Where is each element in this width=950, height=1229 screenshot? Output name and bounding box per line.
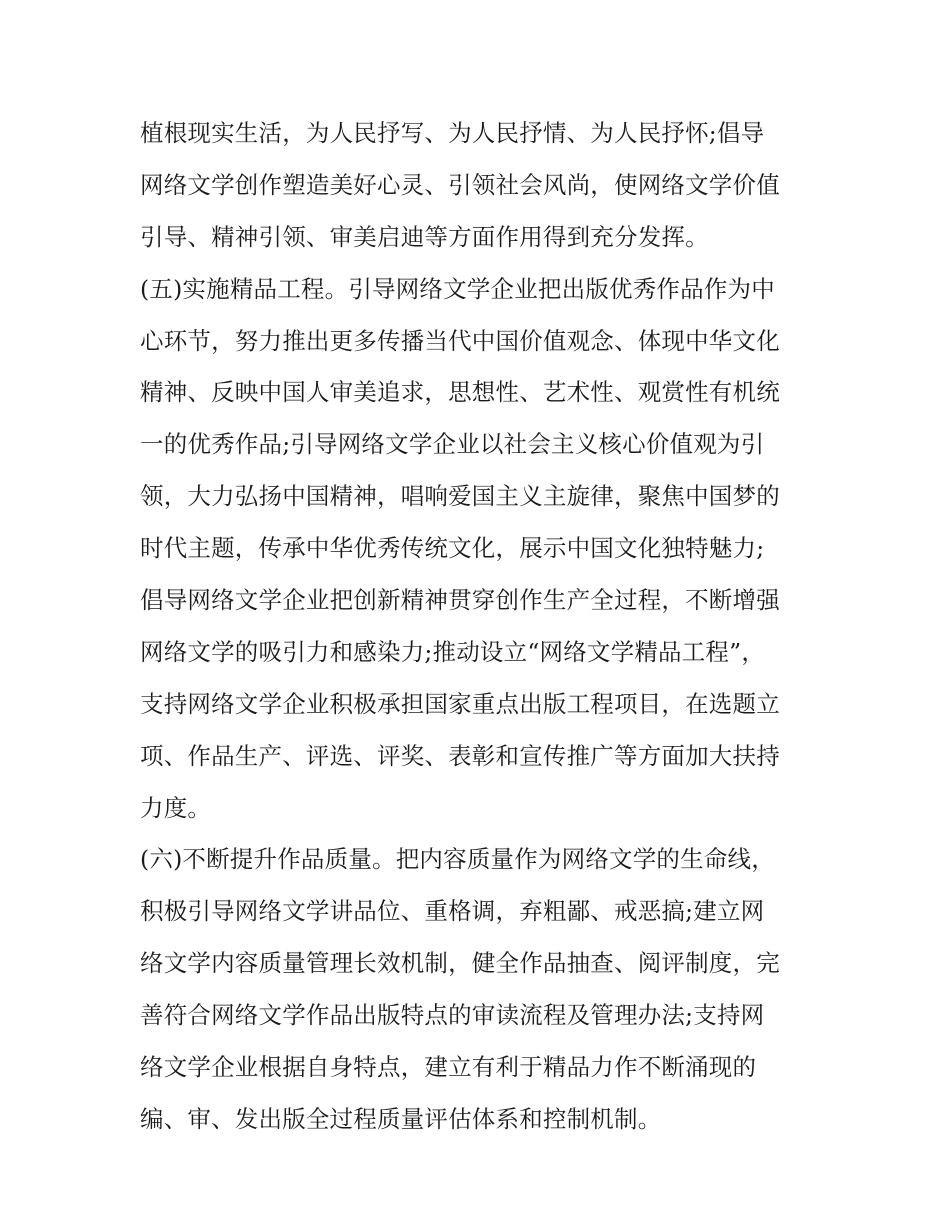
text-line: 积极引导网络文学讲品位、重格调，弃粗鄙、戒恶搞;建立网	[140, 897, 765, 926]
text-line: 时代主题，传承中华优秀传统文化，展示中国文化独特魅力;	[140, 534, 765, 563]
text-line: (六)不断提升作品质量。把内容质量作为网络文学的生命线，	[140, 845, 775, 874]
text-line: 引导、精神引领、审美启迪等方面作用得到充分发挥。	[140, 222, 709, 251]
text-line: 一的优秀作品;引导网络文学企业以社会主义核心价值观为引	[140, 430, 765, 459]
text-line: 络文学企业根据自身特点，建立有利于精品力作不断涌现的	[140, 1053, 757, 1082]
body-text	[140, 108, 830, 1146]
text-line: 支持网络文学企业积极承担国家重点出版工程项目，在选题立	[140, 689, 780, 718]
text-line: 项、作品生产、评选、评奖、表彰和宣传推广等方面加大扶持	[140, 741, 780, 770]
text-line: 领，大力弘扬中国精神，唱响爱国主义主旋律，聚焦中国梦的	[140, 482, 780, 511]
text-line: 网络文学的吸引力和感染力;推动设立“网络文学精品工程”，	[140, 637, 766, 666]
text-line: 编、审、发出版全过程质量评估体系和控制机制。	[140, 1104, 662, 1133]
text-line: 力度。	[140, 793, 212, 822]
text-line: 善符合网络文学作品出版特点的审读流程及管理办法;支持网	[140, 1001, 765, 1030]
text-line: (五)实施精品工程。引导网络文学企业把出版优秀作品作为中	[140, 274, 775, 303]
text-line: 网络文学创作塑造美好心灵、引领社会风尚，使网络文学价值	[140, 170, 780, 199]
text-line: 络文学内容质量管理长效机制，健全作品抽查、阅评制度，完	[140, 949, 780, 978]
text-line: 倡导网络文学企业把创新精神贯穿创作生产全过程，不断增强	[140, 586, 780, 615]
text-line: 精神、反映中国人审美追求，思想性、艺术性、观赏性有机统	[140, 378, 780, 407]
text-line: 植根现实生活，为人民抒写、为人民抒情、为人民抒怀;倡导	[140, 119, 765, 147]
text-line: 心环节，努力推出更多传播当代中国价值观念、体现中华文化	[140, 326, 780, 355]
